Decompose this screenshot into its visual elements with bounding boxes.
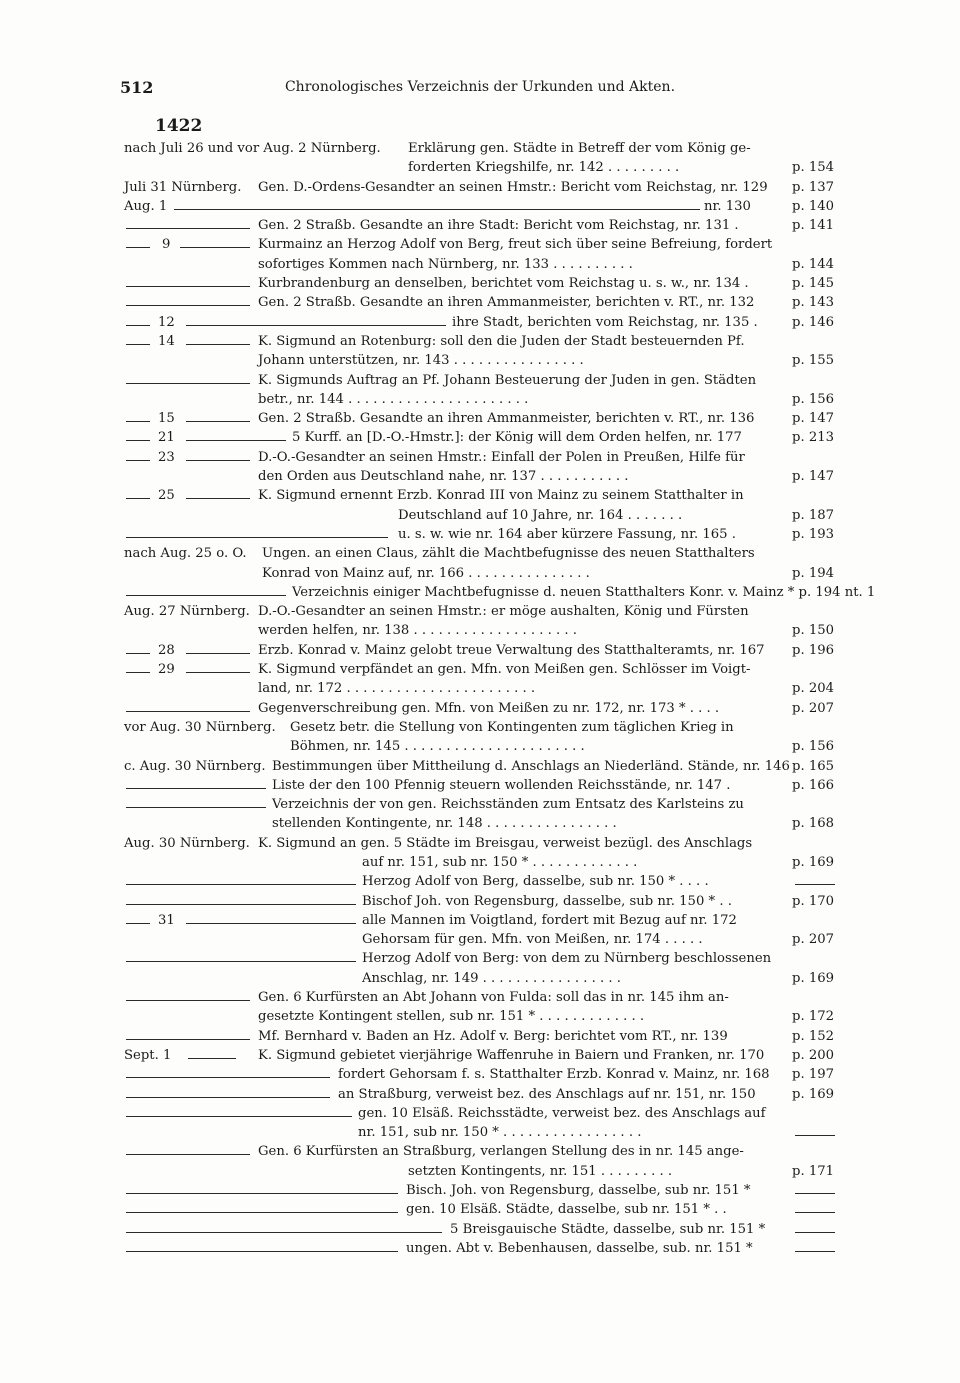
entry-date: Aug. 30 Nürnberg. (124, 835, 250, 851)
entry-line (0, 293, 960, 312)
page-reference: p. 200 (792, 1047, 834, 1063)
page-reference: p. 144 (792, 256, 834, 272)
entry-text: Anschlag, nr. 149 . . . . . . . . . . . . . . . . . (362, 970, 621, 986)
entry-line (0, 834, 960, 853)
page-reference: p. 147 (792, 469, 834, 485)
entry-text: Gen. 6 Kurfürsten an Straßburg, verlangen Stellung des in nr. 145 ange- (258, 1144, 744, 1160)
ditto-rule (186, 653, 250, 654)
entry-line (0, 467, 960, 486)
page-reference: p. 145 (792, 276, 834, 292)
page-reference: p. 193 (792, 526, 834, 542)
entry-text: Bestimmungen über Mittheilung d. Anschlags an Niederländ. Stände, nr. 146 (272, 758, 790, 774)
entry-text: Gesetz betr. die Stellung von Kontingenten zum täglichen Krieg in (290, 719, 734, 735)
entry-text: betr., nr. 144 . . . . . . . . . . . . . . . . . . . . . . (258, 391, 529, 407)
page-reference: p. 169 (792, 854, 834, 870)
entry-line (0, 178, 960, 197)
ditto-rule (186, 460, 250, 461)
entry-text: D.-O.-Gesandter an seinen Hmstr.: Einfall der Polen in Preußen, Hilfe für (258, 449, 745, 465)
entry-text: K. Sigmund gebietet vierjährige Waffenruhe in Baiern und Franken, nr. 170 (258, 1047, 765, 1063)
page-reference: p. 168 (792, 816, 834, 832)
ditto-rule (126, 595, 286, 596)
entry-line (0, 274, 960, 293)
entry-text: K. Sigmund an Rotenburg: soll den die Juden der Stadt besteuernden Pf. (258, 333, 745, 349)
entry-line (0, 371, 960, 390)
entry-line (0, 409, 960, 428)
ditto-rule (126, 440, 150, 441)
entry-text: setzten Kontingents, nr. 151 . . . . . . . . . (408, 1163, 673, 1179)
entry-line (0, 1027, 960, 1046)
year-heading: 1422 (155, 116, 203, 136)
page-reference: p. 169 (792, 970, 834, 986)
entry-day: 25 (158, 488, 175, 504)
entry-date: c. Aug. 30 Nürnberg. (124, 758, 266, 774)
running-header (120, 78, 840, 102)
ditto-rule (126, 498, 150, 499)
entry-line (0, 564, 960, 583)
entry-day: 14 (158, 333, 175, 349)
entry-line (0, 1200, 960, 1219)
entry-text: fordert Gehorsam f. s. Statthalter Erzb. Konrad v. Mainz, nr. 168 (338, 1067, 770, 1083)
entry-text: gen. 10 Elsäß. Städte, dasselbe, sub nr. 151 * . . (406, 1202, 727, 1218)
entry-text: Herzog Adolf von Berg, dasselbe, sub nr. 150 * . . . . (362, 874, 709, 890)
ditto-rule (126, 1251, 398, 1252)
entry-text: D.-O.-Gesandter an seinen Hmstr.: er möge aushalten, König und Fürsten (258, 604, 749, 620)
ditto-rule (126, 1154, 250, 1155)
entry-date: Aug. 1 (124, 198, 168, 214)
page-reference: p. 207 (792, 700, 834, 716)
entry-text: forderten Kriegshilfe, nr. 142 . . . . . . . . . (408, 160, 680, 176)
entry-text: Johann unterstützen, nr. 143 . . . . . . . . . . . . . . . . (258, 353, 584, 369)
ditto-rule (126, 807, 266, 808)
entry-text: Liste der den 100 Pfennig steuern wollenden Reichsstände, nr. 147 . (272, 777, 731, 793)
entry-text: auf nr. 151, sub nr. 150 * . . . . . . . . . . . . . (362, 854, 638, 870)
page-reference: p. 156 (792, 739, 834, 755)
entry-line (0, 235, 960, 254)
entry-line (0, 486, 960, 505)
entry-date: vor Aug. 30 Nürnberg. (124, 719, 276, 735)
entry-line (0, 1046, 960, 1065)
entry-line (0, 718, 960, 737)
entry-line (0, 911, 960, 930)
entry-date: nach Aug. 25 o. O. (124, 546, 247, 562)
entry-text: nr. 130 (704, 198, 751, 214)
entry-text: sofortiges Kommen nach Nürnberg, nr. 133 . . . . . . . . . . (258, 256, 633, 272)
entry-line (0, 892, 960, 911)
entry-line (0, 814, 960, 833)
entry-text: Kurbrandenburg an denselben, berichtet vom Reichstag u. s. w., nr. 134 . (258, 276, 749, 292)
entry-line (0, 1085, 960, 1104)
entry-text: Konrad von Mainz auf, nr. 166 . . . . . . . . . . . . . . . (262, 565, 590, 581)
empty-reference-dash (795, 1193, 835, 1194)
entry-line (0, 641, 960, 660)
entry-text: land, nr. 172 . . . . . . . . . . . . . . . . . . . . . . . (258, 681, 536, 697)
ditto-rule (126, 1116, 352, 1117)
page-reference: p. 140 (792, 198, 834, 214)
ditto-rule (126, 421, 150, 422)
page-reference: p. 155 (792, 353, 834, 369)
entry-line (0, 506, 960, 525)
entry-line (0, 988, 960, 1007)
entry-text: werden helfen, nr. 138 . . . . . . . . . . . . . . . . . . . . (258, 623, 577, 639)
ditto-rule (186, 325, 446, 326)
ditto-rule (186, 498, 250, 499)
page-reference: p. 213 (792, 430, 834, 446)
ditto-rule (126, 1000, 250, 1001)
entry-line (0, 216, 960, 235)
ditto-rule (126, 1077, 330, 1078)
entry-text: Erzb. Konrad v. Mainz gelobt treue Verwaltung des Statthalteramts, nr. 167 (258, 642, 765, 658)
entry-line (0, 1007, 960, 1026)
entry-line (0, 795, 960, 814)
ditto-rule (126, 460, 150, 461)
entry-line (0, 583, 960, 602)
ditto-rule (126, 653, 150, 654)
entry-line (0, 428, 960, 447)
running-title: Chronologisches Verzeichnis der Urkunden und Akten. (284, 79, 676, 95)
ditto-rule (126, 884, 356, 885)
entry-line (0, 660, 960, 679)
entry-text: alle Mannen im Voigtland, fordert mit Bezug auf nr. 172 (362, 912, 737, 928)
entry-text: Ungen. an einen Claus, zählt die Machtbefugnisse des neuen Statthalters (262, 546, 755, 562)
ditto-rule (186, 440, 286, 441)
page-reference: p. 187 (792, 507, 834, 523)
page-reference: p. 166 (792, 777, 834, 793)
page-reference: p. 172 (792, 1009, 834, 1025)
entry-text: Verzeichnis einiger Machtbefugnisse d. neuen Statthalters Konr. v. Mainz * p. 194 nt. 1 (292, 584, 876, 600)
entry-text: Kurmainz an Herzog Adolf von Berg, freut sich über seine Befreiung, fordert (258, 237, 773, 253)
entry-line (0, 197, 960, 216)
entry-line (0, 737, 960, 756)
entry-line (0, 1142, 960, 1161)
page-reference: p. 170 (792, 893, 834, 909)
entry-date: Aug. 27 Nürnberg. (124, 604, 250, 620)
entry-text: ihre Stadt, berichten vom Reichstag, nr. 135 . (452, 314, 758, 330)
entry-text: Böhmen, nr. 145 . . . . . . . . . . . . . . . . . . . . . . (290, 739, 585, 755)
entry-line (0, 757, 960, 776)
ditto-rule (186, 344, 250, 345)
entry-day: 15 (158, 411, 175, 427)
entry-text: K. Sigmund ernennt Erzb. Konrad III von Mainz zu seinem Statthalter in (258, 488, 744, 504)
ditto-rule (186, 672, 250, 673)
entry-line (0, 139, 960, 158)
page-reference: p. 141 (792, 218, 834, 234)
empty-reference-dash (795, 1212, 835, 1213)
page-reference: p. 207 (792, 932, 834, 948)
entry-text: u. s. w. wie nr. 164 aber kürzere Fassung, nr. 165 . (398, 526, 736, 542)
entry-line (0, 969, 960, 988)
ditto-rule (180, 247, 250, 248)
ditto-rule (126, 961, 356, 962)
entry-line (0, 699, 960, 718)
entry-line (0, 930, 960, 949)
page-reference: p. 146 (792, 314, 834, 330)
entry-line (0, 853, 960, 872)
entry-text: Verzeichnis der von gen. Reichsständen zum Entsatz des Karlsteins zu (272, 797, 744, 813)
entry-date: Sept. 1 (124, 1047, 172, 1063)
entry-line (0, 255, 960, 274)
entry-text: K. Sigmund verpfändet an gen. Mfn. von Meißen gen. Schlösser im Voigt- (258, 662, 751, 678)
ditto-rule (174, 209, 700, 210)
entry-day: 31 (158, 912, 175, 928)
entry-day: 21 (158, 430, 175, 446)
entry-line (0, 621, 960, 640)
entry-line (0, 949, 960, 968)
page-reference: p. 169 (792, 1086, 834, 1102)
page-reference: p. 137 (792, 179, 834, 195)
ditto-rule (186, 923, 356, 924)
entry-line (0, 332, 960, 351)
chronological-entry-list (0, 139, 960, 1258)
entry-day: 28 (158, 642, 175, 658)
ditto-rule (126, 1097, 330, 1098)
page-reference: p. 152 (792, 1028, 834, 1044)
entry-text: Gegenverschreibung gen. Mfn. von Meißen zu nr. 172, nr. 173 * . . . . (258, 700, 720, 716)
entry-day: 29 (158, 662, 175, 678)
entry-day: 9 (162, 237, 171, 253)
entry-line (0, 351, 960, 370)
ditto-rule (126, 904, 356, 905)
empty-reference-dash (795, 1135, 835, 1136)
entry-text: Mf. Bernhard v. Baden an Hz. Adolf v. Berg: berichtet vom RT., nr. 139 (258, 1028, 728, 1044)
ditto-rule (126, 325, 150, 326)
entry-text: Gen. 2 Straßb. Gesandte an ihren Ammanmeister, berichten v. RT., nr. 136 (258, 411, 755, 427)
entry-day: 23 (158, 449, 175, 465)
entry-text: K. Sigmunds Auftrag an Pf. Johann Besteuerung der Juden in gen. Städten (258, 372, 757, 388)
ditto-rule (126, 305, 250, 306)
entry-text: Erklärung gen. Städte in Betreff der vom König ge- (408, 141, 751, 156)
entry-text: Gen. 2 Straßb. Gesandte an ihren Ammanmeister, berichten v. RT., nr. 132 (258, 295, 755, 311)
entry-text: Herzog Adolf von Berg: von dem zu Nürnberg beschlossenen (362, 951, 772, 967)
page-reference: p. 147 (792, 411, 834, 427)
page-reference: p. 194 (792, 565, 834, 581)
entry-text: Deutschland auf 10 Jahre, nr. 164 . . . . . . . (398, 507, 683, 523)
page-reference: p. 204 (792, 681, 834, 697)
entry-text: Bisch. Joh. von Regensburg, dasselbe, sub nr. 151 * (406, 1183, 751, 1199)
ditto-rule (188, 1058, 236, 1059)
empty-reference-dash (795, 1232, 835, 1233)
ditto-rule (126, 711, 250, 712)
page-reference: p. 165 (792, 758, 834, 774)
entry-text: K. Sigmund an gen. 5 Städte im Breisgau, verweist bezügl. des Anschlags (258, 835, 753, 851)
ditto-rule (126, 228, 250, 229)
entry-line (0, 776, 960, 795)
entry-text: an Straßburg, verweist bez. des Anschlags auf nr. 151, nr. 150 (338, 1086, 756, 1102)
page-reference: p. 154 (792, 160, 834, 176)
entry-day: 12 (158, 314, 175, 330)
ditto-rule (126, 788, 266, 789)
entry-line (0, 390, 960, 409)
ditto-rule (126, 1193, 398, 1194)
entry-line (0, 1123, 960, 1142)
entry-text: gen. 10 Elsäß. Reichsstädte, verweist bez. des Anschlags auf (358, 1105, 766, 1121)
entry-text: ungen. Abt v. Bebenhausen, dasselbe, sub. nr. 151 * (406, 1240, 753, 1256)
entry-line (0, 1181, 960, 1200)
page-reference: p. 143 (792, 295, 834, 311)
ditto-rule (186, 421, 250, 422)
empty-reference-dash (795, 1251, 835, 1252)
ditto-rule (126, 1212, 398, 1213)
entry-line (0, 679, 960, 698)
page-reference: p. 156 (792, 391, 834, 407)
entry-line (0, 602, 960, 621)
entry-text: Gen. 2 Straßb. Gesandte an ihre Stadt: Bericht vom Reichstag, nr. 131 . (258, 218, 739, 234)
ditto-rule (126, 1232, 442, 1233)
entry-line (0, 1065, 960, 1084)
page-reference: p. 197 (792, 1067, 834, 1083)
entry-text: 5 Kurff. an [D.-O.-Hmstr.]: der König will dem Orden helfen, nr. 177 (292, 430, 742, 446)
entry-text: Bischof Joh. von Regensburg, dasselbe, sub nr. 150 * . . (362, 893, 732, 909)
entry-line (0, 525, 960, 544)
ditto-rule (126, 537, 388, 538)
entry-line (0, 313, 960, 332)
entry-line (0, 544, 960, 563)
empty-reference-dash (795, 884, 835, 885)
entry-line (0, 158, 960, 177)
entry-date: Juli 31 Nürnberg. (124, 179, 242, 195)
entry-text: den Orden aus Deutschland nahe, nr. 137 . . . . . . . . . . . (258, 469, 629, 485)
entry-line (0, 1104, 960, 1123)
ditto-rule (126, 344, 150, 345)
entry-text: gesetzte Kontingent stellen, sub nr. 151 * . . . . . . . . . . . . . (258, 1009, 645, 1025)
page-reference: p. 171 (792, 1163, 834, 1179)
page-number: 512 (120, 78, 154, 97)
entry-text: stellenden Kontingente, nr. 148 . . . . . . . . . . . . . . . . (272, 816, 617, 832)
ditto-rule (126, 247, 150, 248)
entry-text: Gen. 6 Kurfürsten an Abt Johann von Fulda: soll das in nr. 145 ihm an- (258, 990, 729, 1006)
ditto-rule (126, 383, 250, 384)
entry-text: Gehorsam für gen. Mfn. von Meißen, nr. 174 . . . . . (362, 932, 703, 948)
ditto-rule (126, 923, 150, 924)
entry-line (0, 1162, 960, 1181)
entry-text: Gen. D.-Ordens-Gesandter an seinen Hmstr.: Bericht vom Reichstag, nr. 129 (258, 179, 768, 195)
page-reference: p. 196 (792, 642, 834, 658)
entry-date: nach Juli 26 und vor Aug. 2 Nürnberg. (124, 141, 381, 156)
entry-line (0, 1239, 960, 1258)
page-reference: p. 150 (792, 623, 834, 639)
entry-text: nr. 151, sub nr. 150 * . . . . . . . . . . . . . . . . . (358, 1125, 642, 1141)
ditto-rule (126, 1039, 250, 1040)
ditto-rule (126, 286, 250, 287)
entry-line (0, 1220, 960, 1239)
entry-line (0, 872, 960, 891)
entry-line (0, 448, 960, 467)
ditto-rule (126, 672, 150, 673)
entry-text: 5 Breisgauische Städte, dasselbe, sub nr. 151 * (450, 1221, 766, 1237)
